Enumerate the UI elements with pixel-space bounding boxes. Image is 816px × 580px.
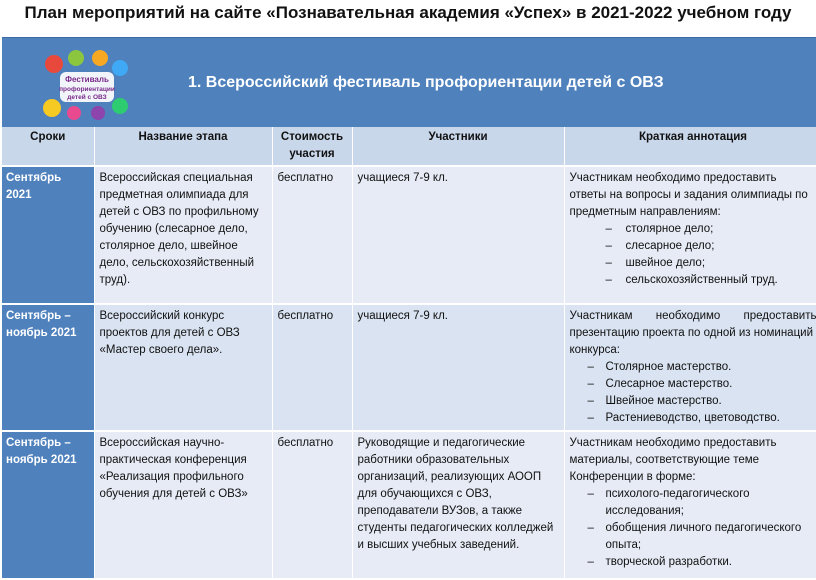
list-item: – психолого-педагогического исследования; [570, 486, 816, 520]
dash-bullet: – [588, 359, 594, 376]
header-participants: Участники [352, 127, 564, 166]
section-banner [2, 37, 816, 128]
table-row [2, 431, 816, 579]
table-row [2, 166, 816, 304]
annotation-intro-first-line: Участникам необходимо предоставить [570, 308, 816, 325]
row-participants: учащиеся 7-9 кл. [352, 304, 564, 431]
list-item: – сельскохозяйственный труд. [570, 272, 816, 289]
annotation-list [570, 359, 816, 427]
dash-bullet: – [588, 393, 594, 410]
svg-text:профориентации: профориентации [59, 86, 115, 93]
annotation-list [570, 221, 816, 289]
row-cost: бесплатно [272, 304, 352, 431]
row-participants: учащиеся 7-9 кл. [352, 166, 564, 304]
list-item: – обобщения личного педагогического опыта; [570, 520, 816, 554]
row-annotation [564, 431, 816, 579]
row-date: Сентябрь – ноябрь 2021 [2, 431, 94, 579]
annotation-intro: Участникам необходимо предоставить материалы, соответствующие теме Конференции в форме: [570, 435, 816, 486]
list-item: – Слесарное мастерство. [570, 376, 816, 393]
row-stage-name: Всероссийский конкурс проектов для детей с ОВЗ «Мастер своего дела». [94, 304, 272, 431]
table-header-row [2, 127, 816, 166]
list-item: – Столярное мастерство. [570, 359, 816, 376]
dash-bullet: – [588, 486, 594, 503]
dash-bullet: – [588, 554, 594, 571]
dash-bullet: – [588, 376, 594, 393]
table-row [2, 304, 816, 431]
row-stage-name: Всероссийская специальная предметная олимпиада для детей с ОВЗ по профильному обучению (слесарное дело, столярное дело, швейное дело, сельскохозяйственный труд). [94, 166, 272, 304]
row-cost: бесплатно [272, 431, 352, 579]
header-annotation: Краткая аннотация [564, 127, 816, 166]
dash-bullet: – [606, 238, 612, 255]
list-item: – творческой разработки. [570, 554, 816, 571]
events-table [2, 127, 816, 580]
dash-bullet: – [606, 272, 612, 289]
dash-bullet: – [588, 520, 594, 537]
annotation-list [570, 486, 816, 571]
list-item: – Растениеводство, цветоводство. [570, 410, 816, 427]
banner-heading: 1. Всероссийский фестиваль профориентации детей с ОВЗ [188, 74, 664, 92]
header-cost: Стоимость участия [272, 127, 352, 166]
row-annotation [564, 304, 816, 431]
dash-bullet: – [606, 255, 612, 272]
row-cost: бесплатно [272, 166, 352, 304]
annotation-intro: Участникам необходимо предоставить ответы на вопросы и задания олимпиады по предметным направлениям: [570, 170, 816, 221]
header-dates: Сроки [2, 127, 94, 166]
row-date: Сентябрь – ноябрь 2021 [2, 304, 94, 431]
svg-text:Фестиваль: Фестиваль [65, 75, 109, 84]
page-title: План мероприятий на сайте «Познавательная академия «Успех» в 2021-2022 учебном году [0, 3, 816, 23]
row-annotation [564, 166, 816, 304]
dash-bullet: – [588, 410, 594, 427]
list-item: – столярное дело; [570, 221, 816, 238]
list-item: – Швейное мастерство. [570, 393, 816, 410]
list-item: – слесарное дело; [570, 238, 816, 255]
festival-logo-icon [42, 50, 128, 120]
annotation-intro: презентацию проекта по одной из номинаций конкурса: [570, 325, 816, 359]
list-item: – швейное дело; [570, 255, 816, 272]
dash-bullet: – [606, 221, 612, 238]
header-stage-name: Название этапа [94, 127, 272, 166]
row-date: Сентябрь 2021 [2, 166, 94, 304]
row-participants: Руководящие и педагогические работники образовательных организаций, реализующих АООП для обучающихся с ОВЗ, преподаватели ВУЗов, а также студенты педагогических колледжей и высших учебных заведений. [352, 431, 564, 579]
svg-text:детей с ОВЗ: детей с ОВЗ [67, 93, 106, 101]
row-stage-name: Всероссийская научно-практическая конференция «Реализация профильного обучения для детей с ОВЗ» [94, 431, 272, 579]
